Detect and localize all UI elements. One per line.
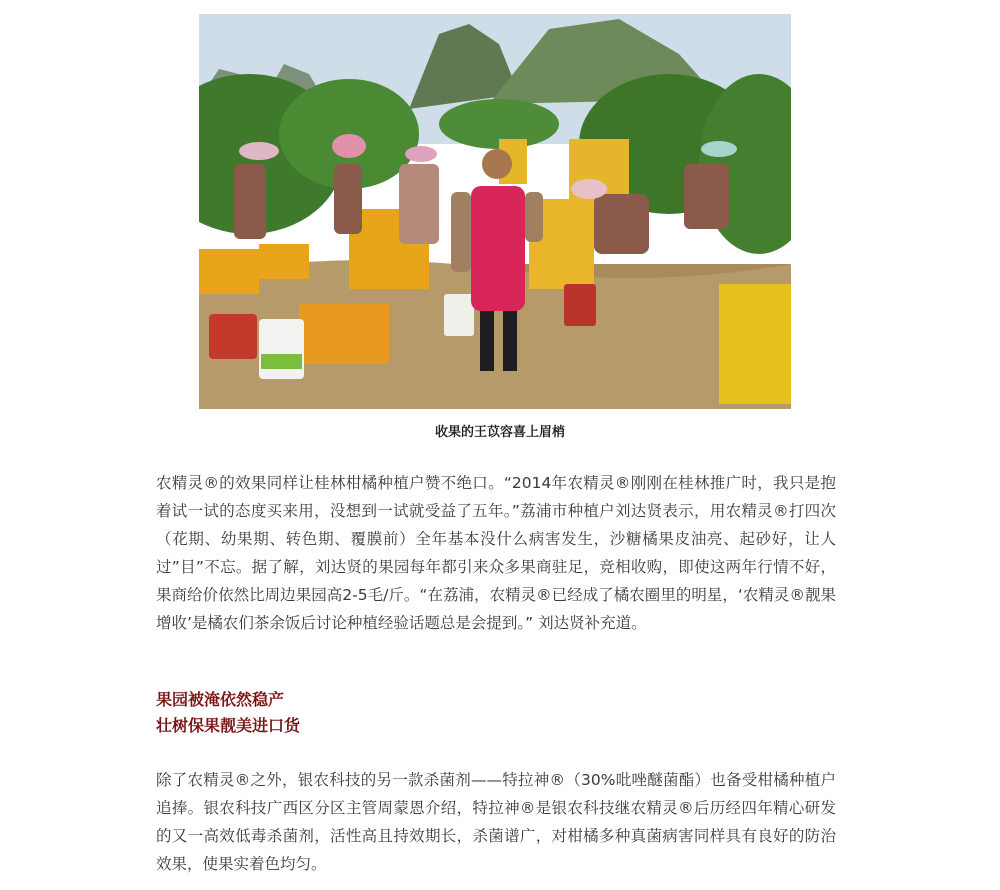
section-heading	[156, 687, 836, 739]
article-paragraph: 农精灵®的效果同样让桂林柑橘种植户赞不绝口。“2014年农精灵®刚刚在桂林推广时，我只是抱着试一试的态度买来用，没想到一试就受益了五年。”荔浦市种植户刘达贤表示，用农精灵®打四次（花期、幼果期、转色期、覆膜前）全年基本没什么病害发生，沙糖橘果皮油亮、起砂好，让人过”目”不忘。据了解，刘达贤的果园每年都引来众多果商驻足，竞相收购，即使这两年行情不好，果商给价依然比周边果园高2-5毛/斤。“在荔浦，农精灵®已经成了橘农圈里的明星，‘农精灵®靓果增收’是橘农们茶余饭后讨论种植经验话题总是会提到。” 刘达贤补充道。	[156, 474, 836, 632]
photo-caption: 收果的王苡容喜上眉梢	[434, 425, 565, 440]
orchard-photo	[199, 14, 791, 409]
section-heading-line: 壮树保果靓美进口货	[156, 716, 301, 735]
section-heading-line: 果园被淹依然稳产	[156, 690, 285, 709]
article-paragraph: 除了农精灵®之外，银农科技的另一款杀菌剂——特拉神®（30%吡唑醚菌酯）也备受柑橘种植户追捧。银农科技广西区分区主管周蒙恩介绍，特拉神®是银农科技继农精灵®后历经四年精心研发的又一高效低毒杀菌剂，活性高且持效期长，杀菌谱广，对柑橘多种真菌病害同样具有良好的防治效果，使果实着色均匀。	[156, 771, 836, 873]
